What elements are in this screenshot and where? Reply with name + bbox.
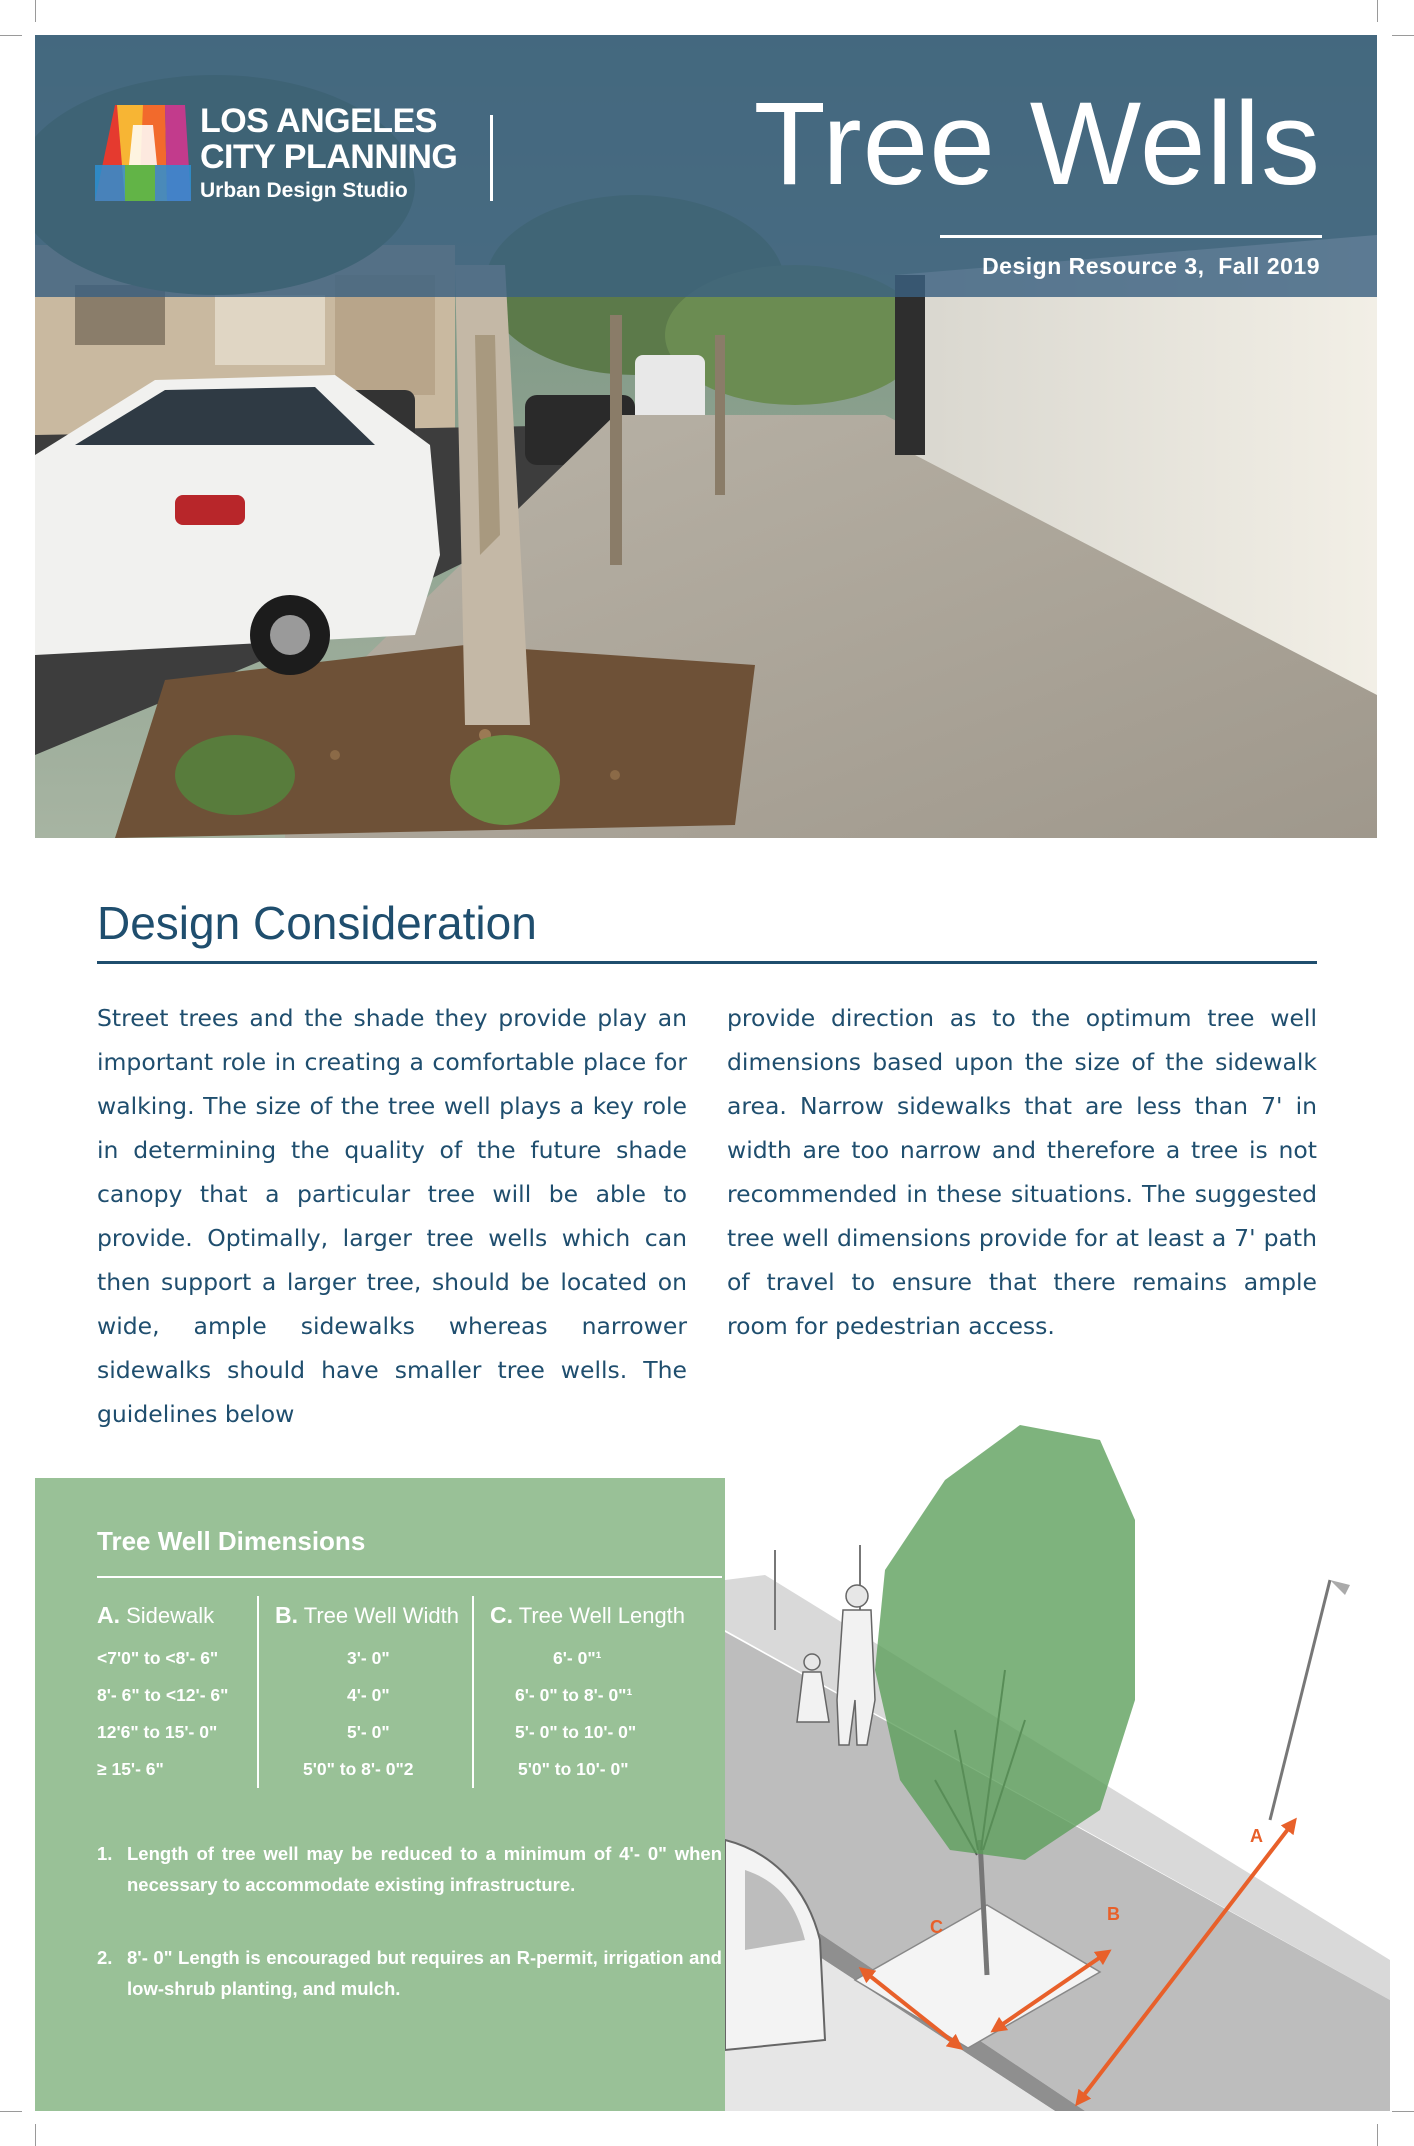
column-divider (472, 1596, 474, 1788)
cell-length: 6'- 0"¹ (553, 1648, 602, 1668)
logo-divider (490, 115, 493, 201)
org-name-line2: CITY PLANNING (200, 138, 458, 176)
column-divider (257, 1596, 259, 1788)
cell-sidewalk: <7'0" to <8'- 6" (97, 1648, 219, 1668)
panel-rule (97, 1576, 722, 1578)
column-header-length: C. Tree Well Length (490, 1602, 686, 1628)
la-city-planning-logo (95, 105, 191, 201)
cell-sidewalk: ≥ 15'- 6" (97, 1759, 164, 1779)
cell-width: 5'- 0" (347, 1722, 390, 1742)
panel-title: Tree Well Dimensions (97, 1526, 366, 1556)
org-name-line1: LOS ANGELES (200, 102, 437, 140)
cell-length: 5'0" to 10'- 0" (518, 1759, 629, 1779)
cell-sidewalk: 12'6" to 15'- 0" (97, 1722, 218, 1742)
tree-well-illustration (725, 1400, 1390, 2111)
cell-sidewalk: 8'- 6" to <12'- 6" (97, 1685, 229, 1705)
section-heading: Design Consideration (97, 897, 537, 949)
page-title: Tree Wells (753, 78, 1321, 210)
cell-length: 5'- 0" to 10'- 0" (515, 1722, 637, 1742)
dimension-label-c: C (930, 1917, 943, 1937)
column-header-sidewalk: A. Sidewalk (97, 1602, 215, 1628)
hero-photo (35, 35, 1377, 838)
body-text-column-1: Street trees and the shade they provide play an important role in creating a comfortable place for walking. The size of the tree well plays a key role in determining the quality of the future shade canopy that a particular tree will be able to provide. Optimally, larger tree wells which can then support a larger tree, should be located on wide, ample sidewalks whereas narrower sidewalks should have smaller tree wells. The guidelines below (97, 1004, 687, 1428)
dimension-label-b: B (1107, 1904, 1120, 1924)
footnote-1: 1. Length of tree well may be reduced to a minimum of 4'- 0" when necessary to accommodate existing infrastructure. (97, 1843, 722, 1895)
cell-width: 3'- 0" (347, 1648, 390, 1668)
cell-length: 6'- 0" to 8'- 0"¹ (515, 1685, 633, 1705)
body-text-column-2: provide direction as to the optimum tree well dimensions based upon the size of the sidewalk area. Narrow sidewalks that are less than 7' in width are too narrow and therefore a tree is not recommended in these situations. The suggested tree well dimensions provide for at least a 7' path of travel to ensure that there remains ample room for pedestrian access. (727, 1004, 1317, 1340)
page-subtitle: Design Resource 3, Fall 2019 (982, 253, 1320, 279)
footnote-2: 2. 8'- 0" Length is encouraged but requires an R-permit, irrigation and low-shrub planting, and mulch. (97, 1947, 722, 1999)
column-header-width: B. Tree Well Width (275, 1602, 459, 1628)
org-name-line3: Urban Design Studio (200, 179, 408, 202)
cell-width: 4'- 0" (347, 1685, 390, 1705)
header-banner (35, 35, 1377, 297)
tree-well-dimensions-panel (35, 1478, 725, 2111)
dimension-label-a: A (1250, 1826, 1263, 1846)
section-rule (97, 961, 1317, 964)
cell-width: 5'0" to 8'- 0"2 (303, 1759, 414, 1779)
title-rule (940, 235, 1322, 238)
